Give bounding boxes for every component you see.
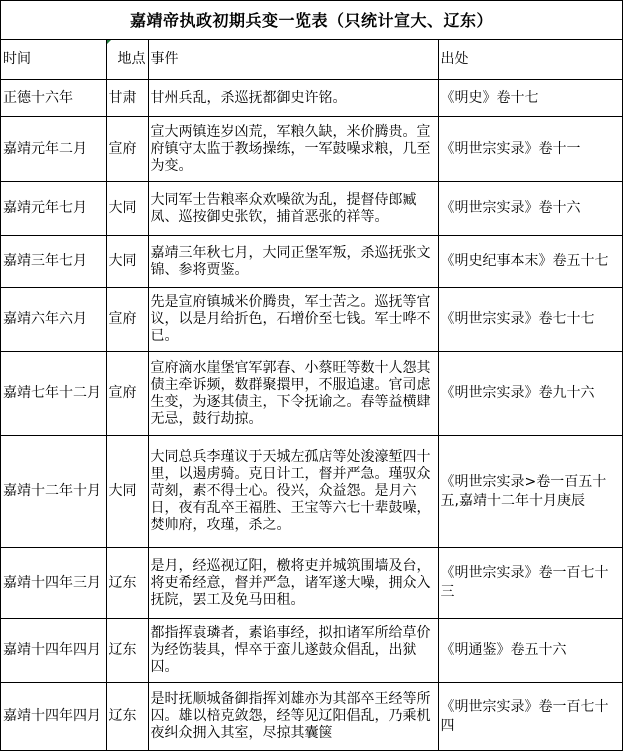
cell-time[interactable]: 嘉靖十四年四月: [1, 683, 106, 751]
cell-event[interactable]: 是月，经巡视辽阳，檄将吏并城筑围墙及台，将吏希经意，督并严急，诸军遂大噪，拥众入抚院，罢工及免马田租。: [148, 548, 438, 619]
cell-place[interactable]: 宣府: [106, 117, 148, 182]
table-row: [1, 683, 622, 751]
cell-event[interactable]: 大同总兵李瑾议于天城左孤店等处浚濠堑四十里，以遏虏骑。克日计工，督并严急。瑾驭众苛刻，素不得士心。役兴，众益怨。是月六日，夜有乱卒王福胜、王宝等六七十辈鼓噪，焚帅府，攻瑾，杀之。: [148, 436, 438, 548]
header-event[interactable]: 事件: [148, 40, 438, 80]
cell-event[interactable]: 嘉靖三年秋七月，大同正堡军叛，杀巡抚张文锦、参将贾鉴。: [148, 236, 438, 288]
table-row: [1, 288, 622, 352]
table-row: [1, 80, 622, 117]
header-time[interactable]: 时间: [1, 40, 106, 80]
cell-source[interactable]: 《明世宗实录》卷一百七十四: [438, 683, 622, 751]
cell-event[interactable]: 是时抚顺城备御指挥刘雄亦为其部卒王经等所囚。雄以棓克敛怨，经等见辽阳倡乱，乃乘机夜纠众拥入其室，尽掠其囊箧: [148, 683, 438, 751]
cell-time[interactable]: 嘉靖元年七月: [1, 182, 106, 236]
table-row: [1, 548, 622, 619]
table-row: [1, 236, 622, 288]
cell-time[interactable]: 嘉靖十四年三月: [1, 548, 106, 619]
cell-source[interactable]: 《明史纪事本末》卷五十七: [438, 236, 622, 288]
cell-place[interactable]: 大同: [106, 182, 148, 236]
cell-event[interactable]: 甘州兵乱，杀巡抚都御史许铭。: [148, 80, 438, 117]
table-row: [1, 352, 622, 436]
cell-event[interactable]: 先是宣府镇城米价腾贵，军士苦之。巡抚等官议，以是月给折色，石增价至七钱。军士哗不已。: [148, 288, 438, 352]
table-row: [1, 436, 622, 548]
cell-time[interactable]: 嘉靖十二年十月: [1, 436, 106, 548]
cell-place[interactable]: 辽东: [106, 683, 148, 751]
cell-source[interactable]: 《明世宗实录》卷一百七十三: [438, 548, 622, 619]
cell-event[interactable]: 宣大两镇连岁凶荒，军粮久缺，米价腾贵。宣府镇守太监于教场操练，一军鼓噪求粮，几至为变。: [148, 117, 438, 182]
cell-source[interactable]: 《明世宗实录》卷七十七: [438, 288, 622, 352]
cell-time[interactable]: 嘉靖七年十二月: [1, 352, 106, 436]
header-place-label: 地点: [117, 51, 146, 67]
cell-place[interactable]: 宣府: [106, 352, 148, 436]
table-row: [1, 619, 622, 683]
mutiny-table: [1, 1, 622, 751]
table-row: [1, 182, 622, 236]
cell-source[interactable]: 《明史》卷十七: [438, 80, 622, 117]
header-place[interactable]: [106, 40, 148, 80]
cell-source[interactable]: 《明世宗实录》卷九十六: [438, 352, 622, 436]
header-row: [1, 40, 622, 80]
cell-place[interactable]: 辽东: [106, 619, 148, 683]
cell-event[interactable]: 宣府滴水崖堡官军郭春、小蔡旺等数十人怨其债主牵诉频，数群聚擐甲，不服追逮。官司虑生变，为逐其债主，下令抚谕之。春等益横肆无忌，鼓行劫掠。: [148, 352, 438, 436]
cell-source[interactable]: 《明通鉴》卷五十六: [438, 619, 622, 683]
table-row: [1, 117, 622, 182]
cell-place[interactable]: 大同: [106, 436, 148, 548]
cell-source[interactable]: 《明世宗实录》卷十一: [438, 117, 622, 182]
cell-event[interactable]: 大同军士告粮率众欢噪欲为乱，提督侍郎臧凤、巡按御史张钦，捕首恶张的祥等。: [148, 182, 438, 236]
cell-event[interactable]: 都指挥袁璘者，素谄事经，拟扣诸军所给草价为经饬装具，悍卒于蛮儿遂鼓众倡乱，出狱囚。: [148, 619, 438, 683]
cell-source[interactable]: 《明世宗实录》卷十六: [438, 182, 622, 236]
cell-time[interactable]: 嘉靖六年六月: [1, 288, 106, 352]
comment-marker-icon: [107, 40, 111, 44]
cell-time[interactable]: 正德十六年: [1, 80, 106, 117]
table-title[interactable]: 嘉靖帝执政初期兵变一览表（只统计宣大、辽东）: [1, 1, 622, 40]
table-body: [1, 80, 622, 751]
cell-time[interactable]: 嘉靖元年二月: [1, 117, 106, 182]
cell-place[interactable]: 甘肃: [106, 80, 148, 117]
cell-place[interactable]: 辽东: [106, 548, 148, 619]
cell-place[interactable]: 大同: [106, 236, 148, 288]
cell-time[interactable]: 嘉靖十四年四月: [1, 619, 106, 683]
cell-source[interactable]: 《明世宗实录>卷一百五十五,嘉靖十二年十月庚辰: [438, 436, 622, 548]
cell-place[interactable]: 宣府: [106, 288, 148, 352]
cell-time[interactable]: 嘉靖三年七月: [1, 236, 106, 288]
header-source[interactable]: 出处: [438, 40, 622, 80]
